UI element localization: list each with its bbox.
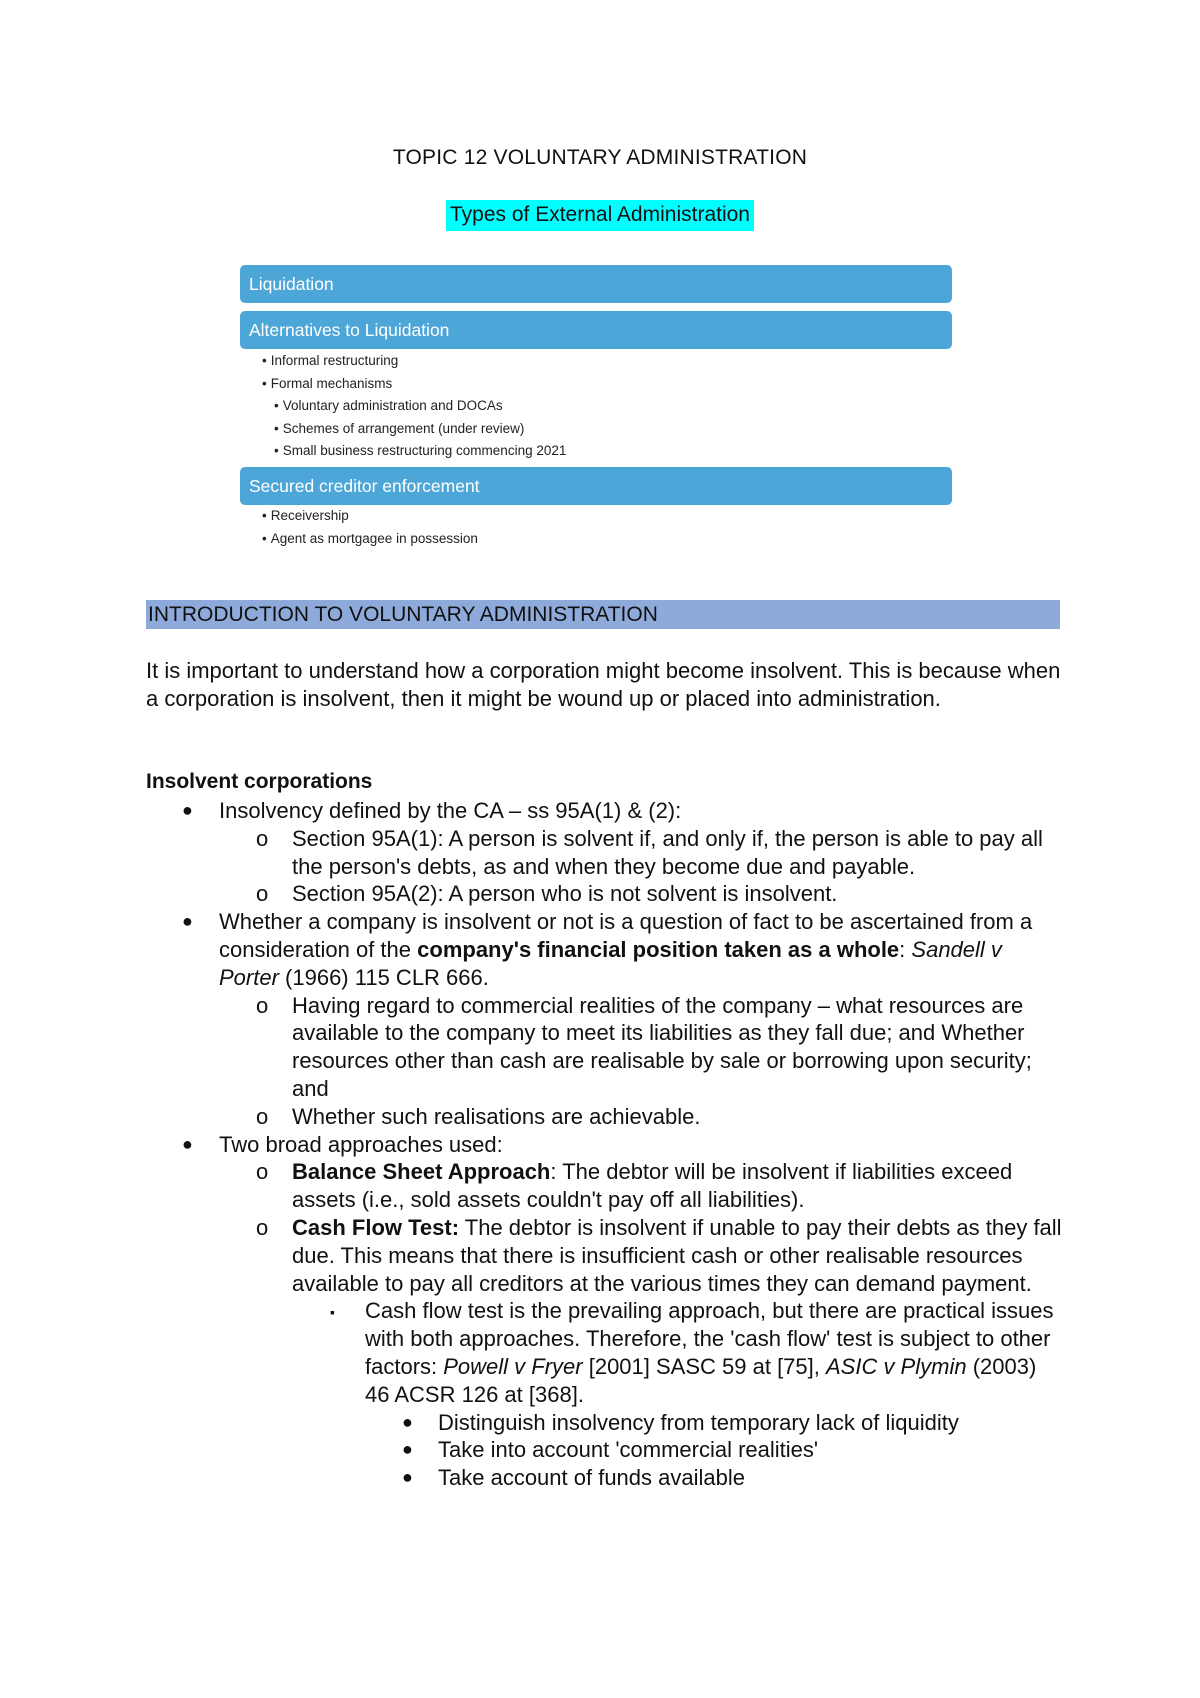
bullet-icon: ● — [402, 1411, 413, 1432]
bullet-dot-icon: • — [262, 508, 267, 523]
bullet-icon: ● — [182, 911, 193, 932]
bullet-dot-icon: • — [274, 420, 279, 436]
bullet-icon: ● — [402, 1467, 413, 1488]
list-item: ● Insolvency defined by the CA – ss 95A(1) & (2): — [182, 798, 682, 823]
bullet-icon: ● — [182, 1133, 193, 1154]
insolvency-content — [146, 797, 1066, 1492]
diagram-list-item: • Schemes of arrangement (under review) — [262, 418, 566, 441]
diagram-bar-secured-creditor: Secured creditor enforcement — [240, 467, 952, 505]
list-item: ● Take account of funds available — [402, 1465, 745, 1491]
document-title: TOPIC 12 VOLUNTARY ADMINISTRATION — [392, 146, 808, 169]
diagram-bar-alternatives: Alternatives to Liquidation — [240, 311, 952, 349]
bullet-dot-icon: • — [274, 443, 279, 458]
list-item: o Whether such realisations are achievable. — [256, 1103, 701, 1129]
diagram-list-item: • Receivership — [262, 505, 478, 528]
bullet-icon: ● — [402, 1439, 413, 1460]
list-item: ▪ Cash flow test is the prevailing approach, but there are practical issues with both approaches. Therefore, the 'cash flow' test is subject to other factors: Powell v Fryer [2001] SASC 59 at [75], ASIC v Plymin (2003) 46 ACSR 126 at [368]. — [330, 1298, 1054, 1407]
list-item: ● Whether a company is insolvent or not is a question of fact to be ascertained from a consideration of the company's financial position taken as a whole: Sandell v Porter (1966) 115 CLR 666. — [182, 909, 1033, 990]
list-item: o Section 95A(2): A person who is not solvent is insolvent. — [256, 881, 838, 907]
diagram-list-item: • Informal restructuring — [262, 350, 566, 373]
list-item: ● Two broad approaches used: — [182, 1131, 503, 1157]
circle-bullet-icon: o — [256, 1159, 269, 1185]
diagram-secured-list — [262, 505, 478, 550]
bullet-icon: ● — [182, 800, 193, 820]
list-item: o Having regard to commercial realities of the company – what resources are available to the company to meet its liabilities as they fall due; and Whether resources other than cash are realisable by sale or borrowing upon security; and — [256, 992, 1032, 1101]
square-bullet-icon: ▪ — [330, 1304, 335, 1321]
bullet-dot-icon: • — [262, 375, 267, 391]
list-item: ● Distinguish insolvency from temporary lack of liquidity — [402, 1409, 959, 1435]
bullet-dot-icon: • — [262, 530, 267, 546]
list-item: o Cash Flow Test: The debtor is insolvent if unable to pay their debts as they fall due. This means that there is insufficient cash or other realisable resources available to pay all creditors at the various times they can demand payment. — [256, 1214, 1062, 1296]
list-item: o Section 95A(1): A person is solvent if, and only if, the person is able to pay all the person's debts, as and when they become due and payable. — [256, 825, 1043, 879]
section-heading: INTRODUCTION TO VOLUNTARY ADMINISTRATION — [146, 600, 1060, 629]
diagram-list-item: • Small business restructuring commencing 2021 — [262, 440, 566, 463]
circle-bullet-icon: o — [256, 992, 269, 1018]
list-item: ● Take into account 'commercial realities' — [402, 1437, 819, 1463]
diagram-alternatives-list — [262, 350, 566, 463]
circle-bullet-icon: o — [256, 825, 269, 851]
circle-bullet-icon: o — [256, 881, 269, 907]
circle-bullet-icon: o — [256, 1214, 269, 1240]
diagram-list-item: • Agent as mortgagee in possession — [262, 528, 478, 551]
circle-bullet-icon: o — [256, 1103, 269, 1129]
intro-paragraph: It is important to understand how a corporation might become insolvent. This is because when a corporation is insolvent, then it might be wound up or placed into administration. — [146, 658, 1061, 711]
bullet-dot-icon: • — [262, 353, 267, 368]
document-subtitle: Types of External Administration — [446, 200, 754, 231]
list-item: o Balance Sheet Approach: The debtor will be insolvent if liabilities exceed assets (i.e., sold assets couldn't pay off all liabilities). — [256, 1159, 1013, 1213]
diagram-list-item: • Formal mechanisms — [262, 373, 566, 396]
insolvent-corporations-heading: Insolvent corporations — [146, 770, 373, 793]
diagram-list-item: • Voluntary administration and DOCAs — [262, 395, 566, 418]
bullet-dot-icon: • — [274, 398, 279, 413]
subtitle-wrap — [0, 200, 1200, 231]
diagram-bar-liquidation: Liquidation — [240, 265, 952, 303]
